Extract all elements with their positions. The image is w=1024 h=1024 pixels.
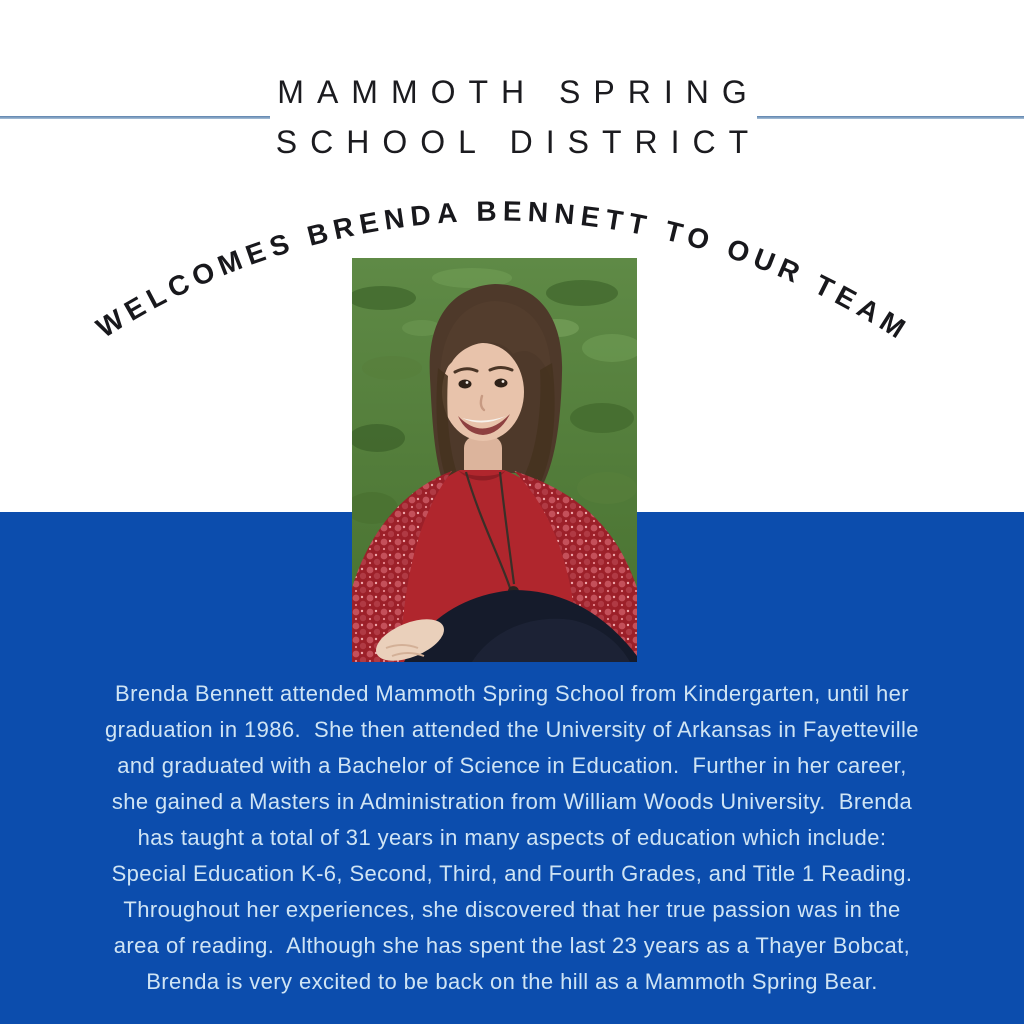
biography-paragraph	[0, 676, 1024, 1000]
bio-line-8: area of reading. Although she has spent the last 23 years as a Thayer Bobcat,	[113, 933, 911, 958]
bio-line-4: she gained a Masters in Administration from William Woods University. Brenda	[111, 789, 913, 814]
brenda-bennett-photo	[352, 258, 637, 662]
bio-line-1: Brenda Bennett attended Mammoth Spring School from Kindergarten, until her	[115, 681, 909, 706]
arch-text: WELCOMES BRENDA BENNETT TO OUR TEAM	[90, 195, 916, 348]
bio-line-6: Special Education K-6, Second, Third, and Fourth Grades, and Title 1 Reading.	[111, 861, 913, 886]
district-title-line2: SCHOOL DISTRICT	[275, 124, 762, 160]
bio-line-9: Brenda is very excited to be back on the hill as a Mammoth Spring Bear.	[146, 969, 878, 994]
bio-line-2: graduation in 1986. She then attended the University of Arkansas in Fayetteville	[105, 717, 919, 742]
bio-line-3: and graduated with a Bachelor of Science in Education. Further in her career,	[117, 753, 907, 778]
bio-line-7: Throughout her experiences, she discovered that her true passion was in the	[123, 897, 901, 922]
bio-line-5: has taught a total of 31 years in many aspects of education which include:	[137, 825, 887, 850]
district-title-line1: MAMMOTH SPRING	[277, 74, 760, 110]
portrait-illustration	[352, 258, 637, 662]
